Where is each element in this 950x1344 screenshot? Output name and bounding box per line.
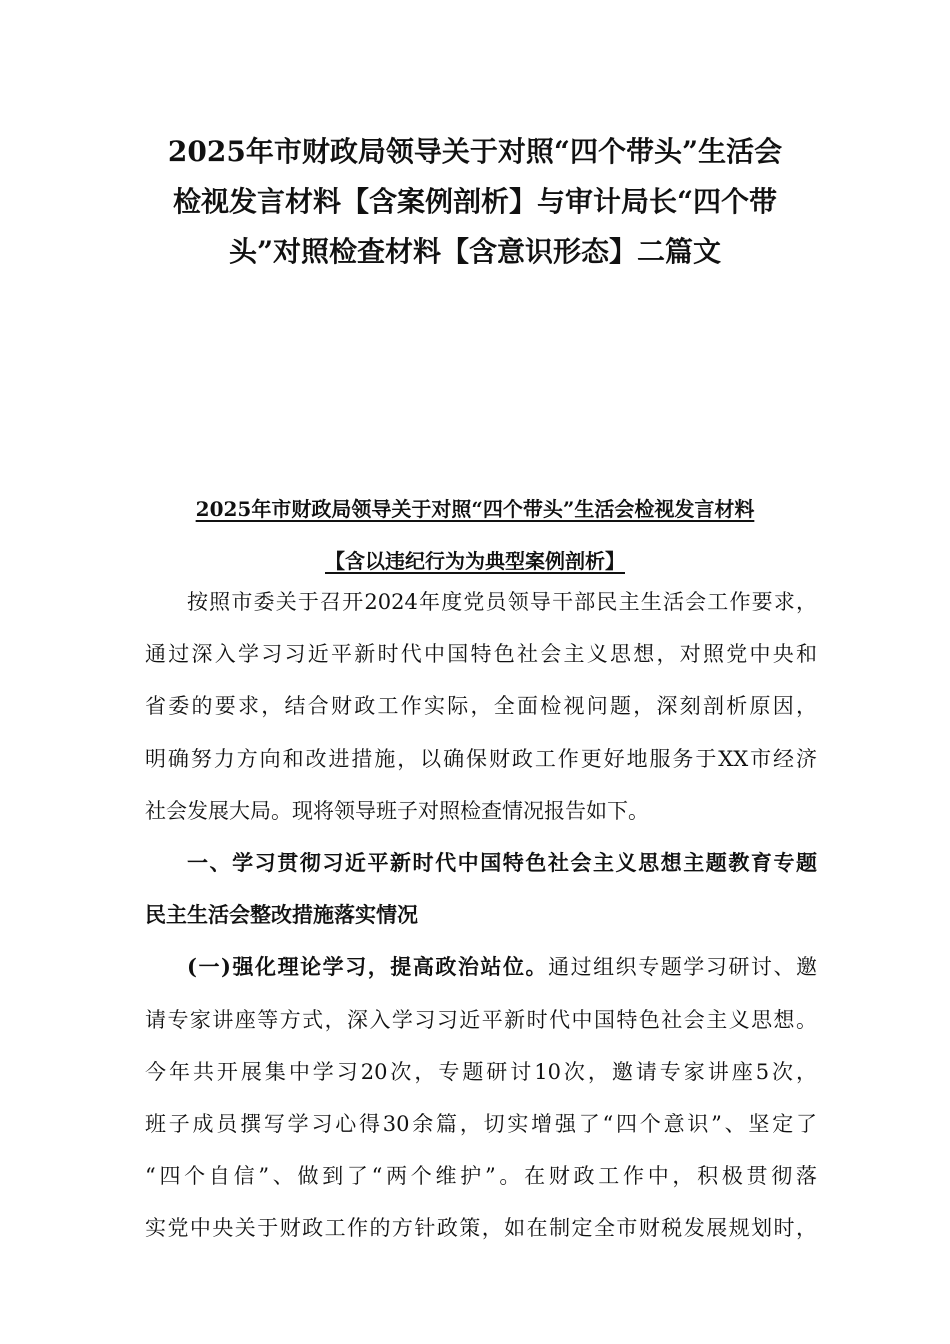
para1-line: 班子成员撰写学习心得30余篇，切实增强了“四个意识”、坚定了	[145, 1111, 817, 1136]
para1-line: 实党中央关于财政工作的方针政策，如在制定全市财税发展规划时，	[145, 1216, 817, 1241]
document-title-line: 头”对照检查材料【含意识形态】二篇文	[228, 235, 722, 268]
document-title-line: 2025年市财政局领导关于对照“四个带头”生活会	[167, 135, 783, 168]
para1-line: “四个自信”、做到了“两个维护”。在财政工作中，积极贯彻落	[145, 1164, 817, 1189]
section-title	[0, 484, 950, 588]
document-body	[145, 576, 817, 1254]
para1-bold-lead: (一)强化理论学习，提高政治站位。	[187, 954, 549, 980]
heading-line: 一、学习贯彻习近平新时代中国特色社会主义思想主题教育专题	[187, 849, 817, 875]
intro-line: 省委的要求，结合财政工作实际，全面检视问题，深刻剖析原因，	[145, 694, 817, 719]
intro-line: 通过深入学习习近平新时代中国特色社会主义思想，对照党中央和	[145, 642, 817, 667]
heading-line: 民主生活会整改措施落实情况	[145, 902, 418, 928]
section-title-line: 2025年市财政局领导关于对照“四个带头”生活会检视发言材料	[195, 497, 755, 521]
document-title-line: 检视发言材料【含案例剖析】与审计局长“四个带	[172, 185, 778, 218]
para1-first-line	[145, 941, 817, 993]
para1-line: 请专家讲座等方式，深入学习习近平新时代中国特色社会主义思想。	[145, 1007, 817, 1032]
document-title	[0, 127, 950, 277]
para1-first-line-rest: 通过组织专题学习研讨、邀	[548, 955, 818, 980]
intro-line: 社会发展大局。现将领导班子对照检查情况报告如下。	[145, 798, 649, 823]
intro-line: 明确努力方向和改进措施，以确保财政工作更好地服务于XX市经济	[145, 746, 817, 771]
section-title-line: 【含以违纪行为为典型案例剖析】	[325, 549, 625, 573]
para1-line: 今年共开展集中学习20次，专题研讨10次，邀请专家讲座5次，	[145, 1059, 817, 1084]
intro-line: 按照市委关于召开2024年度党员领导干部民主生活会工作要求，	[187, 590, 817, 614]
